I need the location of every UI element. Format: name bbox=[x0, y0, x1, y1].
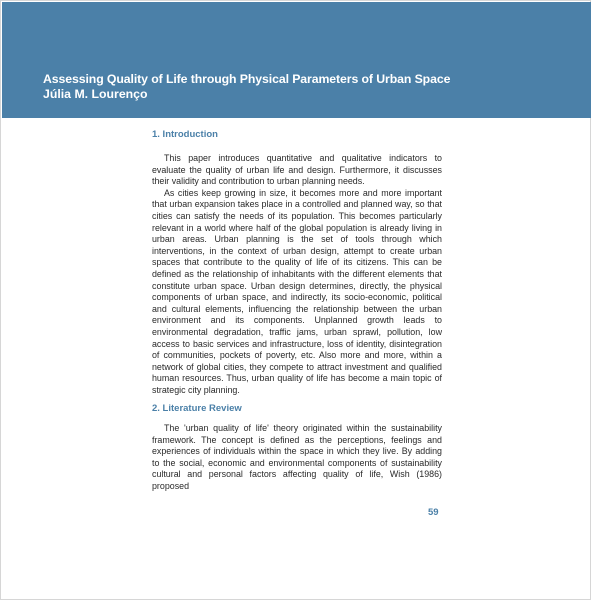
paragraph: This paper introduces quantitative and qualitative indicators to evaluate the quality of urban life and design. Furthermore, it discusses their validity and contribution to urban planning needs. bbox=[152, 153, 442, 187]
paper-title: Assessing Quality of Life through Physical Parameters of Urban Space bbox=[43, 72, 451, 86]
introduction-body bbox=[152, 153, 442, 396]
literature-review-body bbox=[152, 423, 442, 493]
paper-author: Júlia M. Lourenço bbox=[43, 87, 148, 101]
section-heading: 2. Literature Review bbox=[152, 403, 242, 414]
page-number: 59 bbox=[428, 507, 439, 518]
section-heading: 1. Introduction bbox=[152, 129, 218, 140]
paragraph: The 'urban quality of life' theory originated within the sustainability framework. The concept is defined as the perceptions, feelings and experiences of individuals within the space in which they live. By adding to the social, economic and environmental components of sustainability cultural and personal factors affecting quality of life, Wish (1986) proposed bbox=[152, 423, 442, 491]
paragraph: As cities keep growing in size, it becomes more and more important that urban expansion takes place in a controlled and planned way, so that cities can satisfy the needs of its population. This becomes particularly relevant in a world where half of the global population is already living in urban areas. Urban planning is the set of tools through which interventions, in the context of urban design, attempt to create urban spaces that contribute to the quality of life of its citizens. This can be defined as the relationship of inhabitants with the different elements that constitute urban space. Urban design determines, directly, the physical components of urban space, and indirectly, its socio-economic, political and cultural elements, influencing the relationship between the urban environment and its components. Unplanned growth leads to environmental degradation, traffic jams, urban sprawl, pollution, low access to basic services and infrastructure, loss of identity, disintegration of communities, pockets of poverty, etc. Also more and more, within a network of global cities, they compete to attract investment and qualified human resources. Thus, urban quality of life has become a main topic of strategic city planning. bbox=[152, 187, 442, 395]
section-introduction bbox=[152, 129, 442, 140]
section-literature-review bbox=[152, 403, 442, 414]
